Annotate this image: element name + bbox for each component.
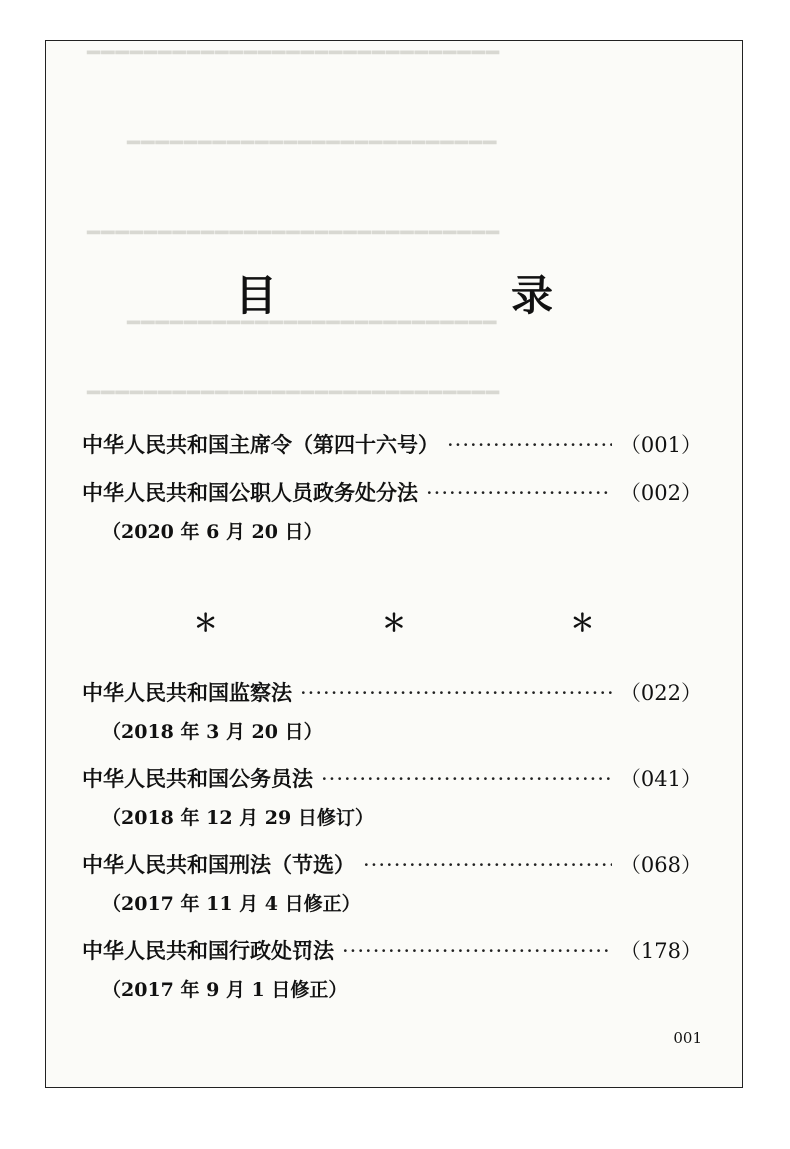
dot-leader	[300, 681, 612, 705]
dot-leader	[321, 767, 612, 791]
bleed-through: ━━━━━━━━━━━━━━━━━━━━━━━━━━━━━	[86, 221, 500, 246]
toc-page-number: （041）	[619, 767, 702, 791]
dot-leader	[447, 433, 612, 457]
toc-entry-title: 中华人民共和国主席令（第四十六号）	[82, 432, 439, 457]
toc-entry-title: 中华人民共和国监察法	[82, 680, 292, 705]
toc-entry[interactable]	[82, 477, 702, 507]
toc-entry[interactable]	[82, 429, 702, 459]
toc-entry-date: （2018 年 12 月 29 日修订）	[102, 807, 374, 829]
toc-page-number: （001）	[619, 433, 702, 457]
bleed-through: ━━━━━━━━━━━━━━━━━━━━━━━━━━	[126, 131, 497, 156]
toc-entry-date: （2017 年 9 月 1 日修正）	[102, 979, 348, 1001]
dot-leader	[342, 939, 612, 963]
section-separator: ＊ ＊ ＊	[193, 608, 673, 637]
dot-leader	[426, 481, 612, 505]
toc-entry[interactable]	[82, 935, 702, 965]
toc-page-number: （022）	[619, 681, 702, 705]
toc-entry[interactable]	[82, 763, 702, 793]
page-title: 目 录	[234, 271, 649, 320]
toc-entry-date: （2018 年 3 月 20 日）	[102, 721, 323, 743]
book-page	[45, 40, 743, 1088]
page-folio: 001	[673, 1029, 702, 1047]
toc-page-number: （068）	[619, 853, 702, 877]
dot-leader	[363, 853, 612, 877]
toc-entry-date: （2017 年 11 月 4 日修正）	[102, 893, 361, 915]
toc-entry-title: 中华人民共和国刑法（节选）	[82, 852, 355, 877]
toc-entry-title: 中华人民共和国公职人员政务处分法	[82, 480, 418, 505]
toc-entry-title: 中华人民共和国公务员法	[82, 766, 313, 791]
toc-page-number: （002）	[619, 481, 702, 505]
bleed-through: ━━━━━━━━━━━━━━━━━━━━━━━━━━━━━	[86, 381, 500, 406]
toc-entry[interactable]	[82, 849, 702, 879]
toc-entry-date: （2020 年 6 月 20 日）	[102, 521, 323, 543]
toc-page-number: （178）	[619, 939, 702, 963]
bleed-through: ━━━━━━━━━━━━━━━━━━━━━━━━━━	[126, 311, 497, 336]
toc-entry[interactable]	[82, 677, 702, 707]
bleed-through: ━━━━━━━━━━━━━━━━━━━━━━━━━━━━━	[86, 41, 500, 66]
toc-entry-title: 中华人民共和国行政处罚法	[82, 938, 334, 963]
